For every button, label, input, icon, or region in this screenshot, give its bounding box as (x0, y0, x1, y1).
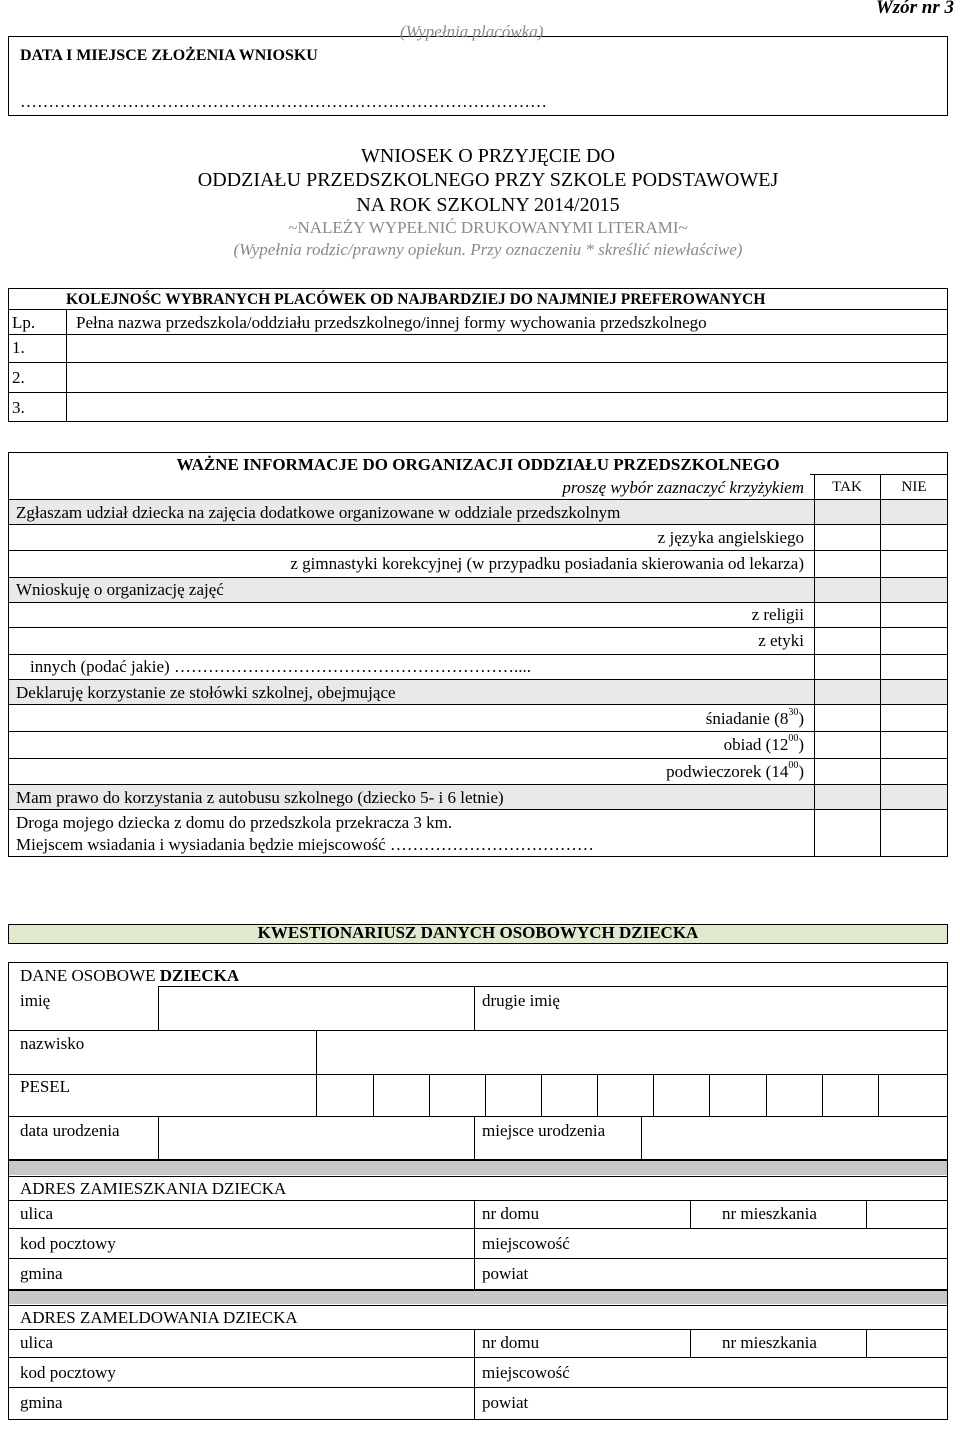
gimnastyka-tak-checkbox[interactable] (815, 551, 880, 577)
adres-zamel-gmina: gmina (20, 1393, 63, 1412)
religia-nie-checkbox[interactable] (881, 603, 947, 627)
title-line2: ODDZIAŁU PRZEDSZKOLNEGO PRZY SZKOLE PODSTAWOWEJ (197, 169, 779, 191)
placowki-col-lp: Lp. (12, 313, 36, 332)
adres-zamel-miejscowosc-field[interactable] (620, 1358, 947, 1387)
adres-zam-kod: kod pocztowy (20, 1234, 116, 1253)
adres-zamel-nr-domu-field[interactable] (560, 1330, 690, 1357)
adres-zam-gmina: gmina (20, 1264, 63, 1283)
placowki-row-1: 1. (12, 338, 25, 357)
placowka-note: (Wypełnia placówka) (400, 22, 544, 41)
title-line4: ~NALEŻY WYPEŁNIĆ DRUKOWANYMI LITERAMI~ (288, 218, 688, 237)
nazwisko-field[interactable] (317, 1031, 947, 1074)
adres-zam-ulica: ulica (20, 1204, 54, 1223)
adres-zam-nr-domu: nr domu (482, 1204, 540, 1223)
obiad-text: obiad $(12^{00})$ (723, 733, 804, 754)
adres-zamel-powiat-field[interactable] (550, 1388, 947, 1419)
placowki-row-2: 2. (12, 368, 25, 387)
adres-zam-ulica-field[interactable] (70, 1201, 474, 1228)
autobus-text: Mam prawo do korzystania z autobusu szkolnego (dziecko 5- i 6 letnie) (16, 788, 504, 807)
placowki-row-3: 3. (12, 398, 25, 417)
title-line1: WNIOSEK O PRZYJĘCIE DO (361, 145, 615, 167)
wnioskuje-text: Wnioskuję o organizację zajęć (16, 580, 224, 599)
angielski-tak-checkbox[interactable] (815, 525, 880, 550)
obiad-tak-checkbox[interactable] (815, 732, 880, 758)
title-line5: (Wypełnia rodzic/prawny opiekun. Przy oznaczeniu * skreślić niewłaściwe) (233, 240, 743, 259)
miejsce-urodzenia-label: miejsce urodzenia (482, 1121, 606, 1140)
kwestionariusz-heading: KWESTIONARIUSZ DANYCH OSOBOWYCH DZIECKA (257, 923, 699, 942)
podwieczorek-text: podwieczorek $(14^{00})$ (666, 760, 804, 781)
adres-zam-miejscowosc-field[interactable] (620, 1229, 947, 1258)
imie-label: imię (20, 991, 51, 1010)
innych-text[interactable]: innych (podać jakie) …………………………………………………….... (30, 657, 531, 676)
col-nie: NIE (901, 479, 927, 495)
adres-zamel-heading: ADRES ZAMELDOWANIA DZIECKA (20, 1308, 298, 1327)
adres-zamel-kod: kod pocztowy (20, 1363, 116, 1382)
religia-text: z religii (751, 605, 804, 624)
adres-zam-heading: ADRES ZAMIESZKANIA DZIECKA (20, 1179, 287, 1198)
adres-zamel-nr-domu: nr domu (482, 1333, 540, 1352)
angielski-text: z języka angielskiego (657, 528, 804, 547)
miejscem-text[interactable]: Miejscem wsiadania i wysiadania będzie miejscowość ……………………………… (16, 835, 594, 854)
adres-zam-nr-mieszkania-field[interactable] (867, 1201, 947, 1228)
autobus-tak-checkbox[interactable] (815, 810, 880, 856)
drugie-imie-field[interactable] (560, 987, 947, 1030)
podwieczorek-tak-checkbox[interactable] (815, 759, 880, 784)
adres-zam-gmina-field[interactable] (80, 1259, 474, 1289)
etyka-nie-checkbox[interactable] (881, 628, 947, 654)
data-urodzenia-label: data urodzenia (20, 1121, 120, 1140)
adres-zamel-kod-field[interactable] (140, 1358, 474, 1387)
adres-zamel-powiat: powiat (482, 1393, 529, 1412)
placowka-2-field[interactable] (67, 363, 947, 392)
etyka-text: z etyki (758, 631, 804, 650)
adres-zam-powiat: powiat (482, 1264, 529, 1283)
adres-zamel-nr-mieszkania: nr mieszkania (722, 1333, 817, 1352)
miejsce-urodzenia-field[interactable] (642, 1117, 947, 1159)
pesel-field[interactable] (317, 1075, 947, 1116)
imie-field[interactable] (159, 987, 474, 1030)
sniadanie-text: śniadanie $(8^{30})$ (705, 707, 804, 728)
angielski-nie-checkbox[interactable] (881, 525, 947, 550)
drugie-imie-label: drugie imię (482, 991, 560, 1010)
autobus-nie-checkbox[interactable] (881, 810, 947, 856)
sniadanie-tak-checkbox[interactable] (815, 705, 880, 731)
pesel-label: PESEL (20, 1077, 71, 1096)
data-urodzenia-field[interactable] (159, 1117, 474, 1159)
placowka-3-field[interactable] (67, 393, 947, 421)
adres-zamel-ulica-field[interactable] (70, 1330, 474, 1357)
adres-zamel-ulica: ulica (20, 1333, 54, 1352)
date-place-label: DATA I MIEJSCE ZŁOŻENIA WNIOSKU (20, 47, 318, 64)
adres-zam-kod-field[interactable] (140, 1229, 474, 1258)
adres-zamel-nr-mieszkania-field[interactable] (867, 1330, 947, 1357)
adres-zamel-miejscowosc: miejscowość (482, 1363, 570, 1382)
col-tak: TAK (832, 479, 862, 495)
adres-zam-nr-mieszkania: nr mieszkania (722, 1204, 817, 1223)
gimnastyka-text: z gimnastyki korekcyjnej (w przypadku posiadania skierowania od lekarza) (290, 554, 804, 573)
gimnastyka-nie-checkbox[interactable] (881, 551, 947, 577)
placowki-col-name: Pełna nazwa przedszkola/oddziału przedszkolnego/innej formy wychowania przedszkolnego (76, 313, 707, 332)
religia-tak-checkbox[interactable] (815, 603, 880, 627)
date-place-dots[interactable]: ………………………………………………………………………………… (20, 92, 547, 111)
zglaszam-text: Zgłaszam udział dziecka na zajęcia dodatkowe organizowane w oddziale przedszkolnym (16, 503, 621, 522)
wazne-heading: WAŻNE INFORMACJE DO ORGANIZACJI ODDZIAŁU PRZEDSZKOLNEGO (176, 455, 780, 474)
deklaruje-text: Deklaruję korzystanie ze stołówki szkolnej, obejmujące (16, 683, 396, 702)
adres-zamel-gmina-field[interactable] (80, 1388, 474, 1419)
adres-zam-powiat-field[interactable] (550, 1259, 947, 1289)
droga-text: Droga mojego dziecka z domu do przedszkola przekracza 3 km. (16, 813, 453, 832)
adres-zam-nr-domu-field[interactable] (560, 1201, 690, 1228)
etyka-tak-checkbox[interactable] (815, 628, 880, 654)
placowki-heading: KOLEJNOŚC WYBRANYCH PLACÓWEK OD NAJBARDZIEJ DO NAJMNIEJ PREFEROWANYCH (66, 291, 766, 308)
adres-zam-miejscowosc: miejscowość (482, 1234, 570, 1253)
dane-osobowe-heading: DANE OSOBOWE DZIECKA (20, 966, 240, 985)
title-line3: NA ROK SZKOLNY 2014/2015 (356, 194, 620, 216)
nazwisko-label: nazwisko (20, 1034, 85, 1053)
placowka-1-field[interactable] (67, 335, 947, 362)
form-number: Wzór nr 3 (875, 0, 954, 18)
wazne-prosze: proszę wybór zaznaczyć krzyżykiem (562, 478, 804, 497)
